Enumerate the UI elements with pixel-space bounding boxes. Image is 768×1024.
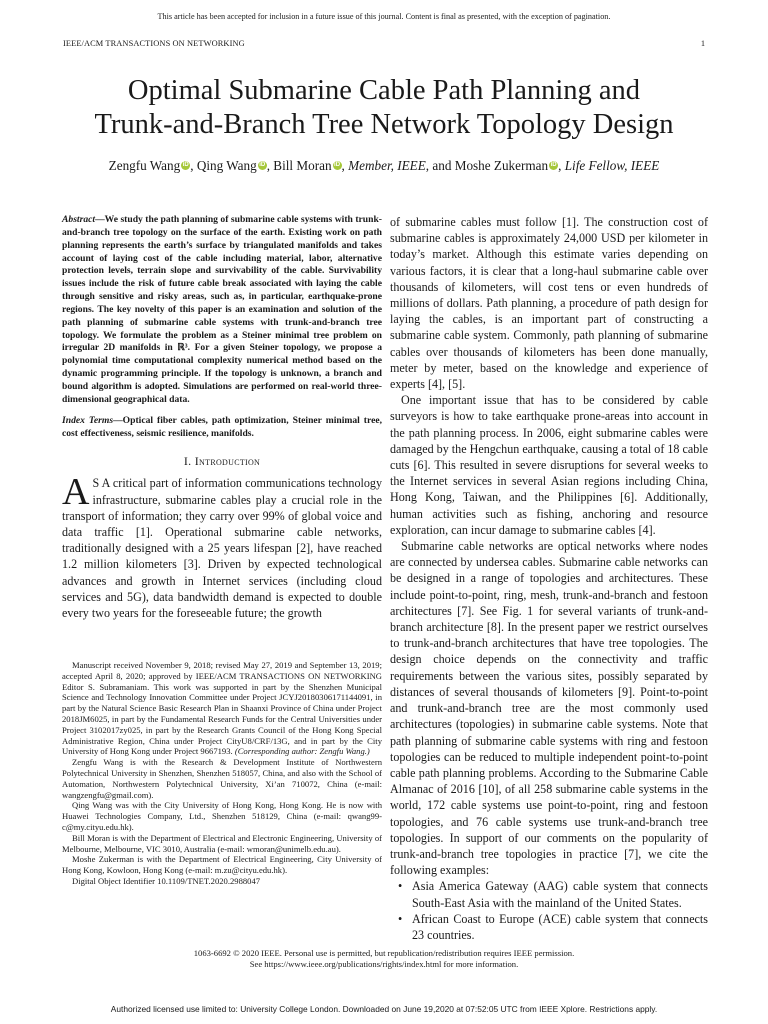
orcid-icon[interactable]: iD	[259, 162, 266, 168]
acceptance-notice: This article has been accepted for inclusion in a future issue of this journal. Content is final as presented, with the exception of pagination.	[157, 12, 611, 21]
author-name: Bill Moran	[273, 158, 332, 173]
running-head: IEEE/ACM TRANSACTIONS ON NETWORKING	[63, 39, 245, 48]
intro-text: S A critical part of information communications technology infrastructure, submarine cables play a crucial role in the transport of information; they carry over 99% of global voice and data traffic [1]. Operational submarine cable networks, traditionally designed with a 25 years lifespan [2], have reached 1.2 million kilometers [3]. Driven by expected technological advances and growth in Internet services (including cloud services and 5G), data bandwidth demand is expected to double every two years for the foreseeable future; the growth	[62, 476, 382, 620]
index-terms	[62, 415, 382, 441]
abstract	[62, 214, 382, 407]
footnote-author: Zengfu Wang is with the Research & Development Institute of Northwestern Polytechnical University in Shenzhen, Shenzhen 518057, China, and also with the School of Automation, Northwestern Polytechnical University, Xi’an 710072, China (e-mail: wangzengfu@gmail.com).	[62, 757, 382, 800]
orcid-icon[interactable]: iD	[334, 162, 341, 168]
index-terms-lead: Index Terms	[62, 414, 114, 426]
footnote-manuscript	[62, 660, 382, 757]
section-heading	[62, 454, 382, 469]
intro-paragraph	[62, 471, 382, 621]
author-name: Qing Wang	[196, 158, 257, 173]
example-list	[390, 878, 708, 943]
rights-link[interactable]: See https://www.ieee.org/publications/rights/index.html for more information.	[249, 959, 519, 969]
list-item: • African Coast to Europe (ACE) cable system that connects 23 countries.	[412, 911, 708, 943]
drop-cap: A	[62, 471, 90, 514]
author-line: Zengfu Wang iD , Qing Wang iD , Bill Moran iD , Member, IEEE, and Moshe Zukerman iD , Life Fellow, IEEE	[108, 158, 660, 173]
corresponding-author: (Corresponding author: Zengfu Wang.)	[234, 746, 370, 757]
title-line-2: Trunk-and-Branch Tree Network Topology Design	[94, 109, 674, 140]
section-title: Introduction	[194, 454, 261, 469]
paper-title	[40, 74, 728, 142]
footnote-author: Qing Wang was with the City University of Hong Kong, Hong Kong. He is now with Huawei Technologies Company, Ltd., Shenzhen 518129, China (e-mail: qwang99-c@my.cityu.edu.hk).	[62, 800, 382, 832]
page-number: 1	[700, 39, 705, 48]
orcid-icon[interactable]: iD	[182, 162, 189, 168]
abstract-text: —We study the path planning of submarine cable systems with trunk-and-branch tree topology on the surface of the earth. Existing work on path planning represents the earth’s surface by triangulated manifolds and takes account of laying cost of the cable including material, labor, alternative protection levels, terrain slope and survivability of the cable. Survivability issues include the risk of future cable break associated with laying the cable through sensitive and risky areas, such as, in particular, earthquake-prone regions. The key novelty of this paper is an examination and solution of the path planning of submarine cable systems with trunk-and-branch tree topology. We formulate the problem as a Steiner minimal tree problem on irregular 2D manifolds in ℝ³. For a given Steiner topology, we propose a polynomial time computational complexity numerical method based on the dynamic programming principle. If the topology is unknown, a branch and bound algorithm is adopted. Simulations are performed on real-world three-dimensional geographical data.	[62, 214, 382, 405]
footnote-author: Moshe Zukerman is with the Department of Electrical Engineering, City University of Hong Kong, Kowloon, Hong Kong (e-mail: m.zu@cityu.edu.hk).	[62, 854, 382, 876]
footnote-author: Bill Moran is with the Department of Electrical and Electronic Engineering, University of Melbourne, Melbourne, VIC 3010, Australia (e-mail: wmoran@unimelb.edu.au).	[62, 832, 382, 854]
footnotes	[62, 660, 382, 887]
copyright-line: 1063-6692 © 2020 IEEE. Personal use is permitted, but republication/redistribution requires IEEE permission.	[193, 948, 575, 958]
author-role: Life Fellow, IEEE	[564, 158, 660, 173]
author-name: Zengfu Wang	[108, 158, 181, 173]
body-paragraph: of submarine cables must follow [1]. The construction cost of submarine cables is approximately 24,000 USD per kilometer in today’s market. Although this estimate varies depending on various factors, it is clear that a long-haul submarine cable over thousands of kilometers, will cost tens or even hundreds of millions of dollars. Path planning, a procedure of path design for laying the cables, is an important part of constructing a submarine cable system. Commonly, path planning of submarine cables over thousands of kilometers has been done manually, meter by meter, based on the knowledge and experience of experts [4], [5].	[390, 215, 708, 392]
section-number: I.	[183, 454, 192, 469]
author-role: Member, IEEE	[348, 158, 426, 173]
copyright-notice	[0, 948, 768, 970]
author-name: , and Moshe Zukerman	[425, 158, 549, 173]
authorized-use-banner: Authorized licensed use limited to: University College London. Downloaded on June 19,2020 at 07:52:05 UTC from IEEE Xplore. Restrictions apply.	[110, 1004, 658, 1014]
orcid-icon[interactable]: iD	[550, 162, 557, 168]
index-terms-text: —Optical fiber cables, path optimization, Steiner minimal tree, cost effectiveness, seismic resilience, manifolds.	[62, 414, 382, 439]
body-paragraph: Submarine cable networks are optical networks where nodes are connected by undersea cables. Submarine cable networks can be designed in a range of topologies and architectures. These include point-to-point, ring, mesh, trunk-and-branch and festoon architectures [7]. See Fig. 1 for several variants of trunk-and-branch architecture [8]. In the present paper we restrict ourselves to trunk-and-branch architectures that have tree topologies. The design choice depends on the connectivity and traffic requirements between the various sites, possibly separated by distances of several thousands of kilometers [9]. Point-to-point and trunk-and-branch tree are the most commonly used architectures (topologies) in submarine cable systems. Note that path planning of submarine cable systems with ring and festoon topologies can be reduced to multiple independent point-to-point cable path planning problems. According to the Submarine Cable Almanac of 2016 [10], of all 258 submarine cable systems in the world, 172 cable systems use point-to-point, ring and festoon topologies, and 76 cable systems use trunk-and-branch tree topologies. In support of our comments on the popularity of trunk-and-branch tree topologies in practice [7], we cite the following examples:	[390, 539, 708, 878]
list-item: • Asia America Gateway (AAG) cable system that connects South-East Asia with the mainland of the United States.	[412, 878, 708, 910]
left-column	[62, 214, 382, 621]
abstract-lead: Abstract	[62, 214, 96, 225]
title-line-1: Optimal Submarine Cable Path Planning and	[127, 75, 641, 106]
body-paragraph: One important issue that has to be considered by cable surveyors is how to take earthquake prone-areas into account in the path planning process. In 2006, eight submarine cables were damaged by the Hengchun earthquake, causing a total of 18 cable cuts [6]. This resulted in severe disruptions for several weeks to the Internet services in several Asian regions including China, Hong Kong, Taiwan, and the Philippines [6]. Additionally, human activities such as fishing, anchoring and resource exploration, can incur damage to submarine cables [4].	[390, 393, 709, 537]
doi-line: Digital Object Identifier 10.1109/TNET.2020.2988047	[72, 875, 261, 886]
footnote-text: Manuscript received November 9, 2018; revised May 27, 2019 and September 13, 2019; accepted April 8, 2020; approved by IEEE/ACM TRANSACTIONS ON NETWORKING Editor S. Subramaniam. This work was supported in part by the Shenzhen Municipal Science and Technology Innovation Committee under Project JCYJ20180306171144091, in part by the Natural Science Basic Research Plan in Shaanxi Province of China under Project 2018JM6025, in part by the Fundamental Research Funds for the Central Universities under Project 3102017zy025, in part by the Research Grants Council of the Hong Kong Special Administrative Region, China under Project CityU8/CRF/13G, and in part by the City University of Hong Kong under Project 9667193.	[62, 660, 382, 757]
right-column	[390, 214, 708, 943]
